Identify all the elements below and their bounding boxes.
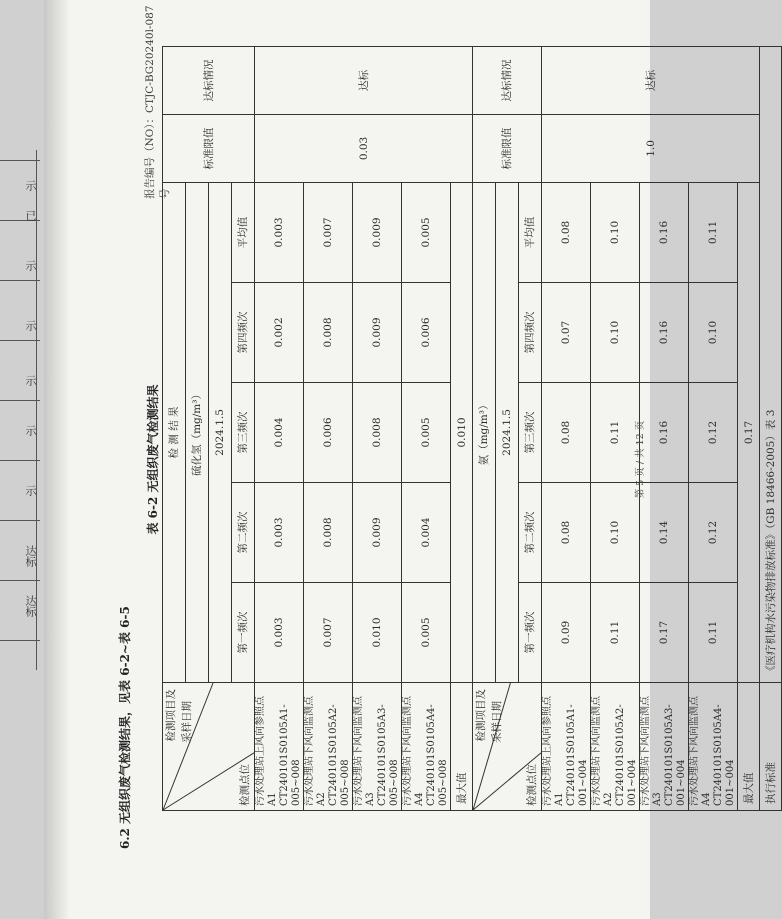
value-cell: 0.010: [353, 583, 402, 683]
header-row: [473, 46, 496, 810]
exec-standard-label: 执行标准: [760, 683, 782, 811]
sample-code: CT240101S0105A2-005~008: [328, 704, 351, 806]
value-cell: 0.008: [304, 283, 353, 383]
value-cell: 0.11: [689, 583, 738, 683]
value-cell: 0.005: [402, 583, 451, 683]
page-footer: 第 5 页 / 共 12 页: [635, 420, 646, 499]
average-cell: 0.007: [304, 182, 353, 282]
point-cell: [689, 683, 738, 811]
section-title: 6.2 无组织废气检测结果，见表 6-2~表 6-5: [118, 606, 132, 849]
previous-page-table-border: [36, 150, 37, 670]
point-name: 污水处理站下风向监测点A4: [402, 696, 425, 806]
average-cell: 0.16: [640, 182, 689, 282]
max-label: 最大值: [738, 683, 760, 811]
point-cell: [640, 683, 689, 811]
previous-page-rule: [0, 580, 40, 581]
rotated-page-content: [44, 0, 777, 919]
pollutant-name: 硫化氢（mg/m³）: [186, 182, 209, 682]
value-cell: 0.008: [304, 483, 353, 583]
date-label: 采样日期: [491, 701, 503, 743]
exec-standard-text: 《医疗机构水污染物排放标准》（GB 18466-2005）表 3: [760, 46, 782, 682]
diagonal-header-cell: [163, 683, 255, 811]
point-name: 污水处理站下风向监测点A3: [353, 696, 376, 806]
point-label: 检测点位: [526, 764, 538, 806]
previous-page-fragment: 达标: [24, 595, 37, 617]
date-label: 采样日期: [181, 701, 193, 743]
standard-row: [760, 46, 782, 810]
results-header: 检 测 结 果: [163, 182, 186, 682]
col-second: 第二频次: [519, 483, 542, 583]
value-cell: 0.12: [689, 483, 738, 583]
standard-header: 标准限值: [163, 114, 255, 182]
point-label: 检测点位: [239, 764, 251, 806]
sampling-date: 2024.1.5: [209, 182, 232, 682]
value-cell: 0.006: [304, 383, 353, 483]
max-label: 最大值: [451, 683, 473, 811]
max-value: 0.010: [451, 182, 473, 682]
value-cell: 0.007: [304, 583, 353, 683]
value-cell: 0.009: [353, 283, 402, 383]
point-name: 污水处理站上风向参照点A1: [542, 696, 565, 806]
standard-limit: 1.0: [542, 114, 760, 182]
col-third: 第三频次: [232, 383, 255, 483]
previous-page-fragment: 达标: [24, 545, 37, 567]
col-first: 第一频次: [519, 583, 542, 683]
col-fourth: 第四频次: [519, 283, 542, 383]
average-cell: 0.005: [402, 182, 451, 282]
average-cell: 0.08: [542, 182, 591, 282]
point-name: 污水处理站上风向参照点 A1: [255, 696, 278, 806]
sample-code: CT240101S0105A3-001~004: [664, 704, 687, 806]
value-cell: 0.08: [542, 483, 591, 583]
value-cell: 0.10: [591, 483, 640, 583]
value-cell: 0.10: [591, 283, 640, 383]
sampling-date: 2024.1.5: [496, 182, 519, 682]
value-cell: 0.08: [542, 383, 591, 483]
previous-page-rule: [0, 160, 40, 161]
previous-page-rule: [0, 460, 40, 461]
table-title: 表 6-2 无组织废气检测结果: [146, 384, 160, 535]
col-fourth: 第四频次: [232, 283, 255, 383]
col-average: 平均值: [519, 182, 542, 282]
col-third: 第三频次: [519, 383, 542, 483]
compliance-status: 达标: [542, 46, 760, 114]
value-cell: 0.009: [353, 483, 402, 583]
value-cell: 0.07: [542, 283, 591, 383]
value-cell: 0.17: [640, 583, 689, 683]
table-row: [542, 46, 591, 810]
max-value: 0.17: [738, 182, 760, 682]
sample-code: CT240101S0105A2-001~004: [615, 704, 638, 806]
point-cell: [542, 683, 591, 811]
value-cell: 0.12: [689, 383, 738, 483]
point-cell: [353, 683, 402, 811]
previous-page-fragment: 示: [24, 485, 37, 496]
value-cell: 0.11: [591, 383, 640, 483]
point-name: 污水处理站下风向监测点A2: [304, 696, 327, 806]
compliance-status: 达标: [255, 46, 473, 114]
value-cell: 0.005: [402, 383, 451, 483]
status-header: 达标情况: [163, 46, 255, 114]
value-cell: 0.002: [255, 283, 304, 383]
value-cell: 0.004: [402, 483, 451, 583]
table-row: [255, 46, 304, 810]
value-cell: 0.004: [255, 383, 304, 483]
value-cell: 0.11: [591, 583, 640, 683]
col-second: 第二频次: [232, 483, 255, 583]
point-name: 污水处理站下风向监测点A3: [640, 696, 663, 806]
header-row: [163, 46, 186, 810]
previous-page-fragment: 已: [24, 210, 37, 221]
value-cell: 0.14: [640, 483, 689, 583]
average-cell: 0.10: [591, 182, 640, 282]
value-cell: 0.09: [542, 583, 591, 683]
item-label: 检测项目及: [165, 689, 177, 742]
diagonal-header-cell: [473, 683, 542, 811]
standard-header: 标准限值: [473, 114, 542, 182]
previous-page-edge: [0, 150, 40, 670]
previous-page-fragment: 示: [24, 375, 37, 386]
value-cell: 0.16: [640, 283, 689, 383]
results-table: [162, 46, 782, 811]
value-cell: 0.16: [640, 383, 689, 483]
col-average: 平均值: [232, 182, 255, 282]
previous-page-rule: [0, 640, 40, 641]
sample-code: CT240101S0105A1-001~004: [566, 704, 589, 806]
previous-page-rule: [0, 520, 40, 521]
value-cell: 0.10: [689, 283, 738, 383]
point-name: 污水处理站下风向监测点A4: [689, 696, 712, 806]
point-cell: [304, 683, 353, 811]
point-cell: [402, 683, 451, 811]
average-cell: 0.003: [255, 182, 304, 282]
col-first: 第一频次: [232, 583, 255, 683]
report-number: 报告编号（NO）：CTJC-BG20240l-087 号: [144, 5, 171, 199]
previous-page-fragment: 示: [24, 180, 37, 191]
previous-page-fragment: 示: [24, 425, 37, 436]
item-label: 检测项目及: [475, 689, 487, 742]
value-cell: 0.003: [255, 583, 304, 683]
previous-page-rule: [0, 340, 40, 341]
value-cell: 0.003: [255, 483, 304, 583]
sample-code: CT240101S0105A1-005~008: [279, 704, 302, 806]
standard-limit: 0.03: [255, 114, 473, 182]
previous-page-rule: [0, 280, 40, 281]
pollutant-name: 氨（mg/m³）: [473, 182, 496, 682]
point-name: 污水处理站下风向监测点A2: [591, 696, 614, 806]
sample-code: CT240101S0105A3-005~008: [377, 704, 400, 806]
value-cell: 0.006: [402, 283, 451, 383]
value-cell: 0.008: [353, 383, 402, 483]
status-header: 达标情况: [473, 46, 542, 114]
previous-page-fragment: 示: [24, 260, 37, 271]
previous-page-fragment: 示: [24, 320, 37, 331]
average-cell: 0.009: [353, 182, 402, 282]
average-cell: 0.11: [689, 182, 738, 282]
point-cell: [255, 683, 304, 811]
sample-code: CT240101S0105A4-005~008: [426, 704, 449, 806]
sample-code: CT240101S0105A4-001~004: [713, 704, 736, 806]
previous-page-rule: [0, 400, 40, 401]
